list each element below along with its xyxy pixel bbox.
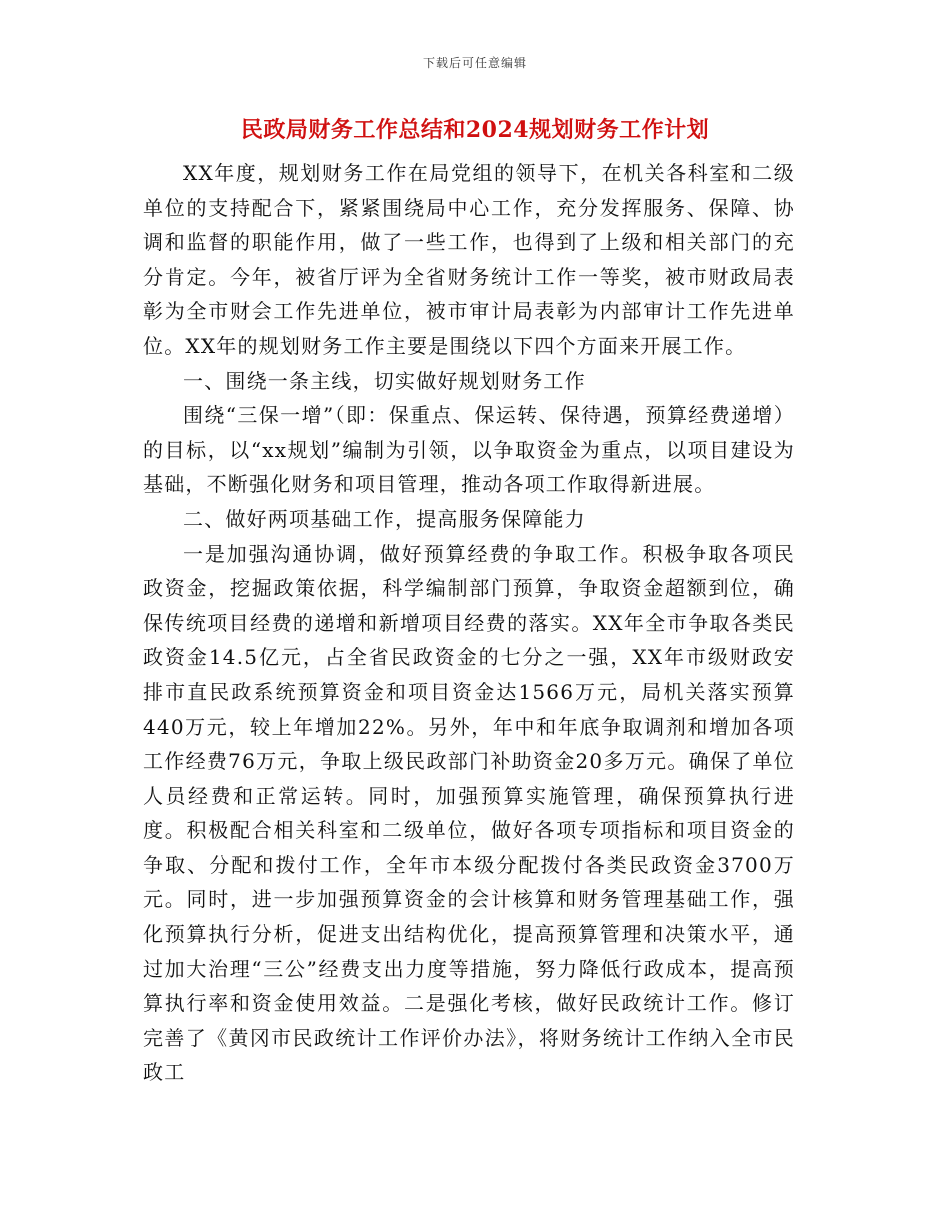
header-note: 下载后可任意编辑 bbox=[422, 56, 527, 70]
document-title: 民政局财务工作总结和2024规划财务工作计划 bbox=[240, 117, 710, 143]
section-heading-2: 二、做好两项基础工作，提高服务保障能力 bbox=[183, 506, 586, 531]
paragraph-section-2: 一是加强沟通协调，做好预算经费的争取工作。积极争取各项民政资金，挖掘政策依据，科学编制部门预算，争取资金超额到位，确保传统项目经费的递增和新增项目经费的落实。XX年全市争取各类民政资金14.5亿元，占全省民政资金的七分之一强，XX年市级财政安排市直民政系统预算资金和项目资金达1566万元，局机关落实预算440万元，较上年增加22%。另外，年中和年底争取调剂和增加各项工作经费76万元，争取上级民政部门补助资金20多万元。确保了单位人员经费和正常运转。同时，加强预算实施管理，确保预算执行进度。积极配合相关科室和二级单位，做好各项专项指标和项目资金的争取、分配和拨付工作，全年市本级分配拨付各类民政资金3700万元。同时，进一步加强预算资金的会计核算和财务管理基础工作，强化预算执行分析，促进支出结构优化，提高预算管理和决策水平，通过加大治理“三公”经费支出力度等措施，努力降低行政成本，提高预算执行率和资金使用效益。二是强化考核，做好民政统计工作。修订完善了《黄冈市民政统计工作评价办法》，将财务统计工作纳入全市民政工 bbox=[143, 541, 795, 1085]
section-heading-1: 一、围绕一条主线，切实做好规划财务工作 bbox=[183, 368, 586, 393]
paragraph-intro: XX年度，规划财务工作在局党组的领导下，在机关各科室和二级单位的支持配合下，紧紧围绕局中心工作，充分发挥服务、保障、协调和监督的职能作用，做了一些工作，也得到了上级和相关部门的充分肯定。今年，被省厅评为全省财务统计工作一等奖，被市财政局表彰为全市财会工作先进单位，被市审计局表彰为内部审计工作先进单位。XX年的规划财务工作主要是围绕以下四个方面来开展工作。 bbox=[143, 161, 795, 358]
document-body bbox=[143, 156, 795, 1090]
paragraph-section-1: 围绕“三保一增”（即：保重点、保运转、保待遇，预算经费递增）的目标，以“xx规划”编制为引领，以争取资金为重点，以项目建设为基础，不断强化财务和项目管理，推动各项工作取得新进展。 bbox=[143, 403, 795, 497]
